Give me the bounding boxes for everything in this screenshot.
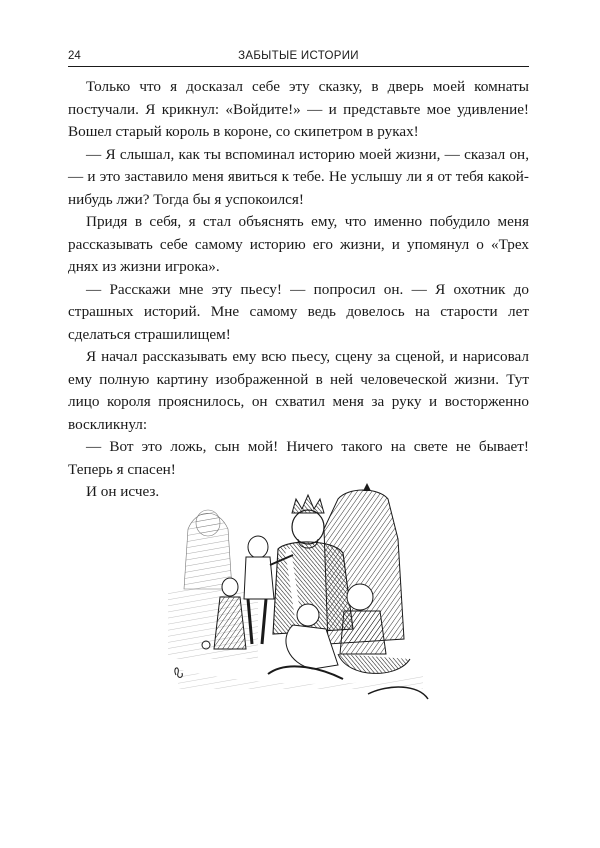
paragraph: Придя в себя, я стал объяснять ему, что именно побудило меня рассказывать себе самому историю его жизни, и упомянул о «Трех днях из жизни игрока». xyxy=(68,213,529,275)
paragraph: — Вот это ложь, сын мой! Ничего такого на свете не бывает! Теперь я спасен! xyxy=(68,438,529,478)
running-title: ЗАБЫТЫЕ ИСТОРИИ xyxy=(238,50,359,62)
paragraph: Я начал рассказывать ему всю пьесу, сцену за сценой, и нарисовал ему полную картину изображенной в ней человеческой жизни. Тут лицо короля прояснилось, он схватил меня за руку и восторженно воскликнул: xyxy=(68,348,529,433)
paragraph: — Расскажи мне эту пьесу! — попросил он. — Я охотник до страшных историй. Мне самому ведь довелось на старости лет сделаться страшилищем! xyxy=(68,280,529,343)
engraving-king-with-children-icon xyxy=(148,469,448,723)
body-text xyxy=(68,76,529,504)
running-header xyxy=(68,46,529,67)
paragraph: И он исчез. xyxy=(86,483,160,500)
page-number: 24 xyxy=(68,50,81,62)
paragraph: Только что я досказал себе эту сказку, в дверь моей комнаты постучали. Я крикнул: «Войдите!» — и представьте мое удивление! Вошел старый король в короне, со скипетром в руках! xyxy=(68,78,529,140)
paragraph: — Я слышал, как ты вспоминал историю моей жизни, — сказал он, — и это заставило меня явиться к тебе. Не услышу ли я от тебя какой-нибудь лжи? Тогда бы я успокоился! xyxy=(68,145,529,208)
engraving-illustration xyxy=(148,469,448,723)
